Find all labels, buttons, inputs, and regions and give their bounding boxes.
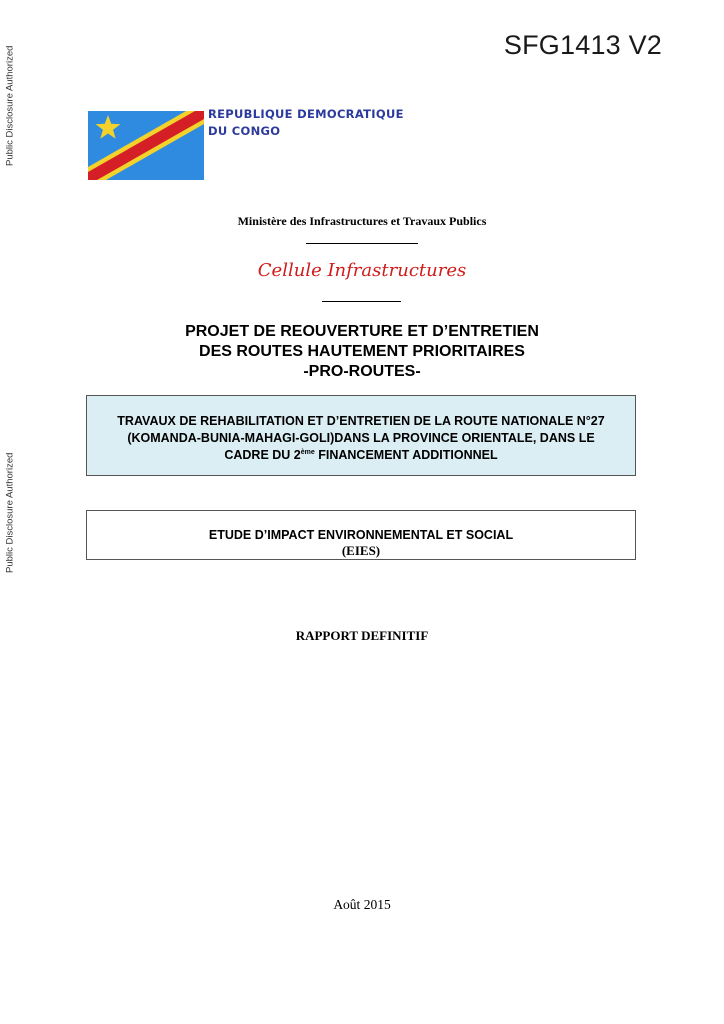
- study-acronym: (EIES): [341, 543, 381, 558]
- divider: [322, 301, 401, 302]
- divider: [306, 243, 418, 244]
- project-title-line1: PROJET DE REOUVERTURE ET D’ENTRETIEN: [185, 323, 539, 340]
- unit-name: Cellule Infrastructures: [257, 260, 467, 281]
- study-title-box: [86, 510, 636, 560]
- project-title-line3: -PRO-ROUTES-: [303, 363, 421, 380]
- works-line3-prefix: CADRE DU 2: [224, 448, 301, 462]
- report-type: RAPPORT DEFINITIF: [295, 628, 429, 643]
- public-disclosure-stamp-top: Public Disclosure Authorized: [4, 45, 16, 167]
- works-line2: (KOMANDA-BUNIA-MAHAGI-GOLI)DANS LA PROVINCE ORIENTALE, DANS LE: [127, 431, 595, 445]
- country-name-line1: REPUBLIQUE DEMOCRATIQUE: [208, 107, 404, 121]
- project-title: [0, 322, 724, 382]
- project-title-line2: DES ROUTES HAUTEMENT PRIORITAIRES: [199, 343, 525, 360]
- works-description-box: [86, 395, 636, 476]
- country-name: [208, 106, 404, 140]
- report-date: Août 2015: [333, 897, 391, 912]
- works-line3: [87, 447, 635, 464]
- ministry-name: Ministère des Infrastructures et Travaux Publics: [237, 214, 487, 228]
- ordinal-superscript: ème: [300, 448, 315, 456]
- study-title: ETUDE D’IMPACT ENVIRONNEMENTAL ET SOCIAL: [208, 528, 514, 542]
- document-code: SFG1413 V2: [503, 30, 662, 60]
- drc-flag-icon: [88, 111, 204, 180]
- public-disclosure-stamp-middle: Public Disclosure Authorized: [4, 452, 16, 574]
- works-line3-suffix: FINANCEMENT ADDITIONNEL: [314, 448, 498, 462]
- country-name-line2: DU CONGO: [208, 124, 281, 138]
- works-line1: TRAVAUX DE REHABILITATION ET D’ENTRETIEN DE LA ROUTE NATIONALE N°27: [117, 414, 605, 428]
